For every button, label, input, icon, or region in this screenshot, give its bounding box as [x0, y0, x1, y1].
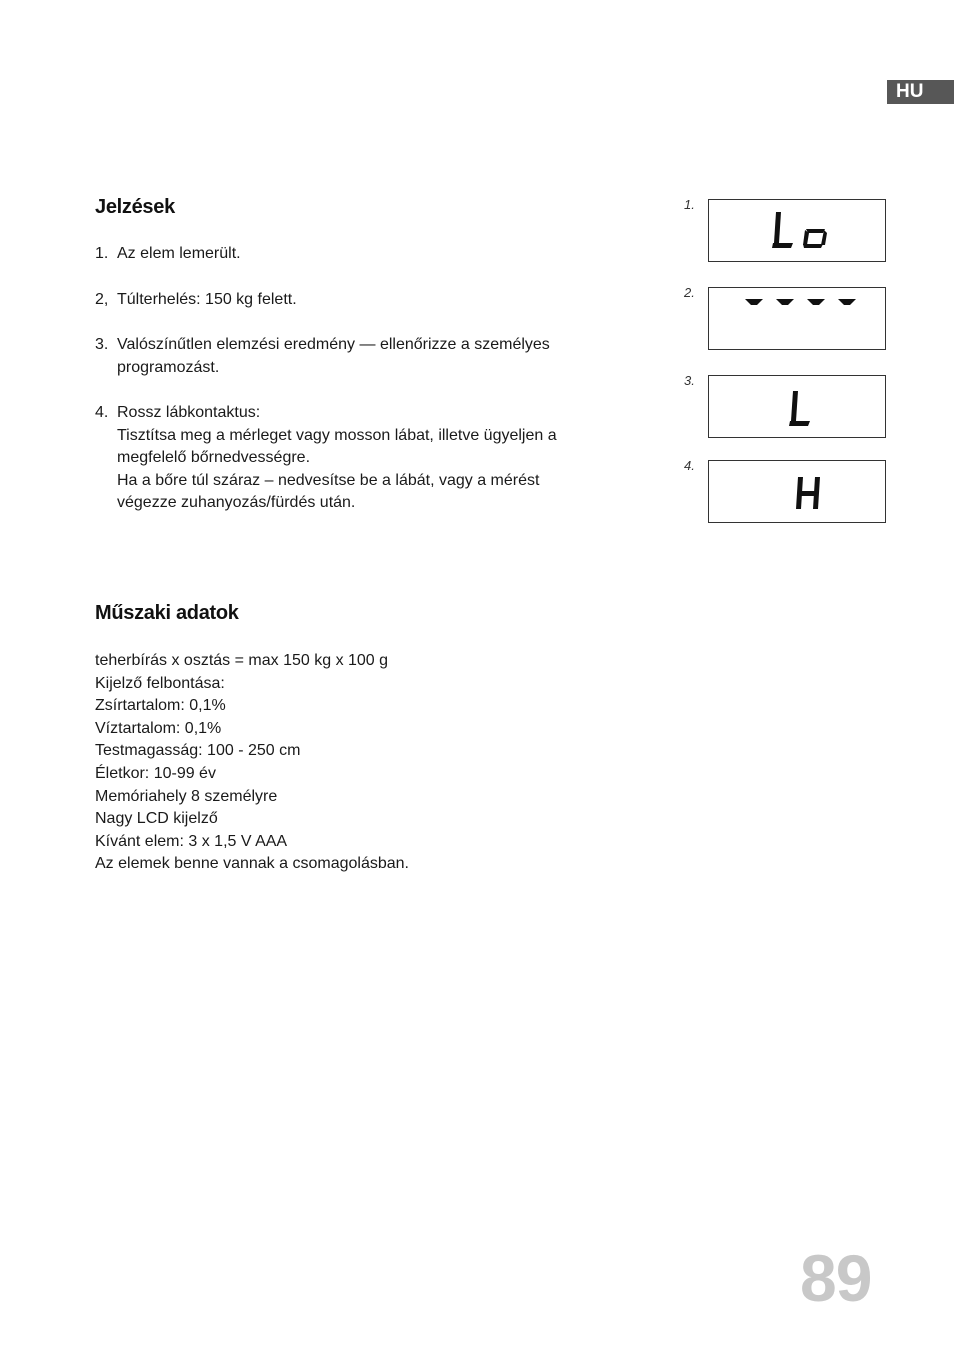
- lcd-dashes-icon: [709, 288, 887, 351]
- spec-line: Memóriahely 8 személyre: [95, 787, 278, 805]
- specs-list: [95, 650, 409, 876]
- spec-line: teherbírás x osztás = max 150 kg x 100 g: [95, 652, 389, 669]
- list-item-number: 2,: [95, 291, 109, 308]
- display-label: 1.: [684, 197, 695, 212]
- list-item: [95, 243, 625, 266]
- page-number: 89: [800, 1241, 872, 1315]
- list-item: [95, 402, 625, 515]
- lcd-display-l: [708, 375, 886, 438]
- signals-heading: Jelzések: [95, 196, 175, 218]
- list-item-number: 4.: [95, 404, 109, 421]
- language-tab: HU: [887, 80, 954, 104]
- lcd-l-icon: [709, 376, 887, 439]
- lcd-display-h: [708, 460, 886, 523]
- list-item-text: Rossz lábkontaktus:: [117, 404, 261, 421]
- spec-line: Víztartalom: 0,1%: [95, 719, 222, 737]
- list-item-text: Tisztítsa meg a mérleget vagy mosson lábat, illetve ügyeljen a: [117, 426, 557, 444]
- specs-heading: Műszaki adatok: [95, 602, 239, 624]
- display-label: 3.: [684, 373, 695, 388]
- list-item: [95, 289, 625, 312]
- display-label: 2.: [684, 285, 695, 300]
- list-item-number: 1.: [95, 245, 109, 262]
- list-item-text: Túlterhelés: 150 kg felett.: [117, 291, 297, 308]
- list-item-text: Valószínűtlen elemzési eredmény — ellenőrizze a személyes: [117, 336, 550, 353]
- list-item-text: Az elem lemerült.: [117, 245, 241, 262]
- spec-line: Életkor: 10-99 év: [95, 764, 216, 782]
- lcd-display-dashes: [708, 287, 886, 350]
- spec-line: Zsírtartalom: 0,1%: [95, 697, 226, 715]
- list-item-text: Ha a bőre túl száraz – nedvesítse be a lábát, vagy a mérést: [117, 471, 540, 489]
- lcd-lo-icon: [709, 200, 887, 263]
- lcd-display-lo: [708, 199, 886, 262]
- spec-line: Kívánt elem: 3 x 1,5 V AAA: [95, 832, 288, 850]
- spec-line: Az elemek benne vannak a csomagolásban.: [95, 855, 409, 873]
- list-item-text: megfelelő bőrnedvességre.: [117, 449, 311, 467]
- list-item-number: 3.: [95, 336, 109, 353]
- spec-line: Kijelző felbontása:: [95, 674, 225, 692]
- spec-line: Testmagasság: 100 - 250 cm: [95, 742, 301, 760]
- list-item-text: végezze zuhanyozás/fürdés után.: [117, 494, 356, 512]
- list-item-text: programozást.: [117, 358, 220, 376]
- lcd-h-icon: [709, 461, 887, 524]
- display-label: 4.: [684, 458, 695, 473]
- spec-line: Nagy LCD kijelző: [95, 810, 218, 828]
- list-item: [95, 334, 625, 379]
